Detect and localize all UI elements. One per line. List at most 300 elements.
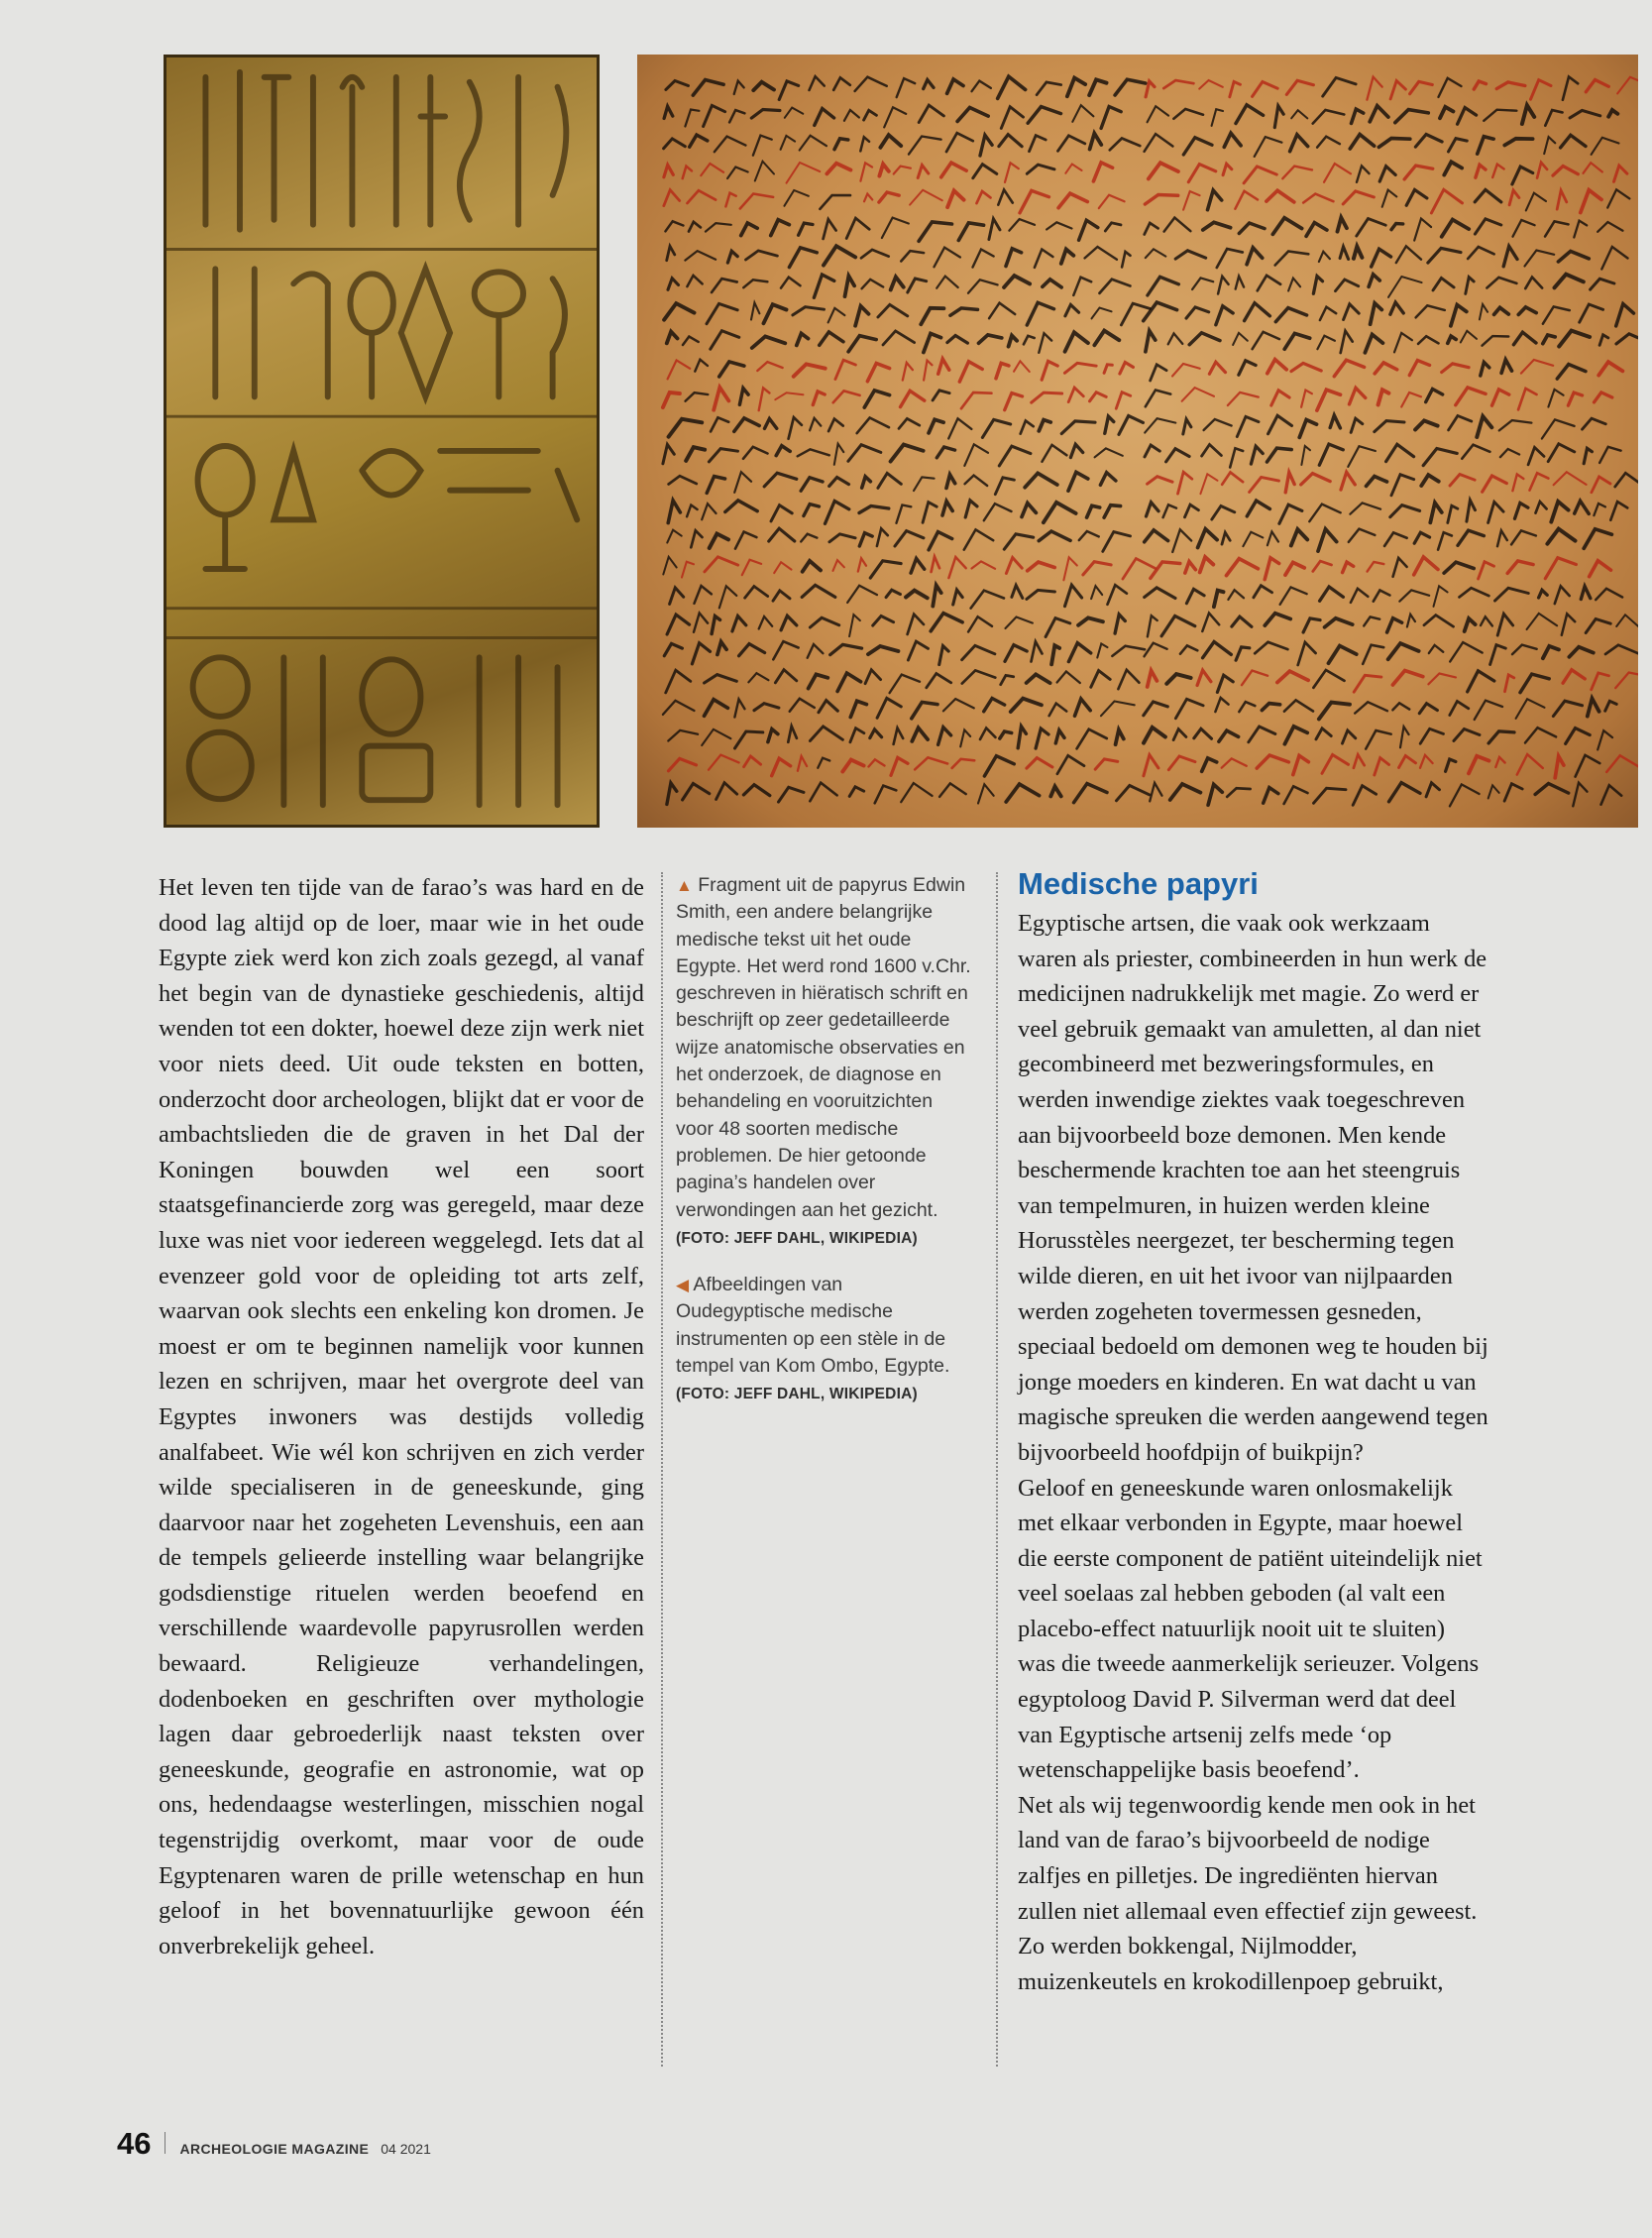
hieratic-stroke bbox=[801, 478, 823, 492]
hieratic-stroke bbox=[1001, 107, 1023, 129]
hieratic-stroke bbox=[919, 105, 943, 122]
hieratic-stroke bbox=[1194, 728, 1212, 738]
hieratic-stroke bbox=[891, 757, 908, 775]
hieratic-stroke bbox=[1553, 167, 1578, 176]
hieratic-stroke bbox=[1245, 303, 1270, 321]
hieratic-stroke bbox=[1570, 110, 1600, 118]
hieratic-stroke bbox=[1505, 675, 1514, 692]
hieratic-stroke bbox=[833, 77, 850, 89]
hieratic-stroke bbox=[894, 167, 911, 174]
hieratic-stroke bbox=[901, 391, 925, 406]
hieratic-stroke bbox=[1180, 645, 1197, 653]
hieratic-stroke bbox=[1163, 80, 1193, 88]
hieratic-stroke bbox=[924, 361, 932, 381]
hieratic-stroke bbox=[1275, 308, 1306, 322]
hieratic-stroke bbox=[1079, 531, 1099, 540]
hieratic-stroke bbox=[1317, 390, 1341, 410]
hieratic-stroke bbox=[1208, 190, 1222, 210]
hieratic-stroke bbox=[1616, 334, 1638, 344]
hieratic-stroke bbox=[829, 478, 849, 487]
hieratic-stroke bbox=[1301, 474, 1331, 485]
hieratic-stroke bbox=[695, 360, 708, 372]
column-divider bbox=[996, 872, 998, 2067]
hieratic-stroke bbox=[1314, 788, 1347, 803]
hieratic-stroke bbox=[663, 701, 695, 715]
hieratic-stroke bbox=[1375, 363, 1397, 374]
page-footer bbox=[117, 2126, 431, 2162]
hieratic-stroke bbox=[1024, 336, 1035, 345]
hieratic-stroke bbox=[1389, 783, 1421, 802]
hieratic-stroke bbox=[692, 643, 710, 664]
hieratic-stroke bbox=[667, 783, 677, 804]
hieratic-stroke bbox=[1291, 110, 1307, 118]
hieratic-stroke bbox=[690, 135, 708, 147]
hieratic-stroke bbox=[894, 727, 904, 744]
hieratic-stroke bbox=[1475, 701, 1502, 720]
hieratic-stroke bbox=[1313, 277, 1322, 294]
hieratic-stroke bbox=[734, 81, 744, 94]
hieratic-stroke bbox=[1610, 502, 1627, 520]
hieratic-stroke bbox=[808, 644, 824, 658]
hieratic-stroke bbox=[1525, 278, 1542, 289]
hieratic-stroke bbox=[773, 641, 798, 659]
hieratic-stroke bbox=[1175, 699, 1203, 718]
hieratic-stroke bbox=[1244, 167, 1276, 183]
hieratic-stroke bbox=[709, 449, 737, 462]
hieratic-stroke bbox=[1371, 303, 1382, 324]
hieratic-stroke bbox=[918, 166, 929, 178]
hieratic-stroke bbox=[1091, 671, 1110, 688]
hieratic-stroke bbox=[1004, 534, 1033, 549]
hieratic-stroke bbox=[1202, 614, 1219, 632]
hieratic-stroke bbox=[972, 561, 996, 568]
hieratic-stroke bbox=[995, 478, 1014, 495]
stele-caption-text: Afbeeldingen van Oudegyptische medische instrumenten op een stèle in de tempel van Kom Ombo, Egypte. bbox=[676, 1274, 950, 1378]
hieratic-stroke bbox=[1615, 473, 1638, 487]
hieratic-stroke bbox=[1095, 448, 1123, 457]
hieratic-stroke bbox=[1320, 307, 1336, 320]
hieratic-stroke bbox=[897, 78, 916, 97]
hieratic-stroke bbox=[1369, 275, 1379, 287]
hieratic-stroke bbox=[1236, 277, 1244, 289]
hieratic-stroke bbox=[948, 418, 971, 438]
hieratic-stroke bbox=[1224, 133, 1241, 147]
magazine-name: ARCHEOLOGIE MAGAZINE bbox=[179, 2141, 370, 2157]
hieratic-stroke bbox=[1350, 135, 1374, 149]
hieratic-stroke bbox=[664, 643, 682, 655]
hieratic-stroke bbox=[1200, 557, 1214, 572]
hieratic-stroke bbox=[1568, 392, 1582, 405]
hieratic-stroke bbox=[1202, 758, 1217, 771]
hieratic-stroke bbox=[864, 194, 872, 202]
hieratic-stroke bbox=[1368, 562, 1384, 572]
hieratic-stroke bbox=[1249, 727, 1275, 742]
hieratic-stroke bbox=[1020, 190, 1049, 212]
hieratic-stroke bbox=[837, 673, 861, 691]
stele-photo bbox=[164, 55, 600, 828]
hieratic-stroke bbox=[1258, 276, 1280, 290]
hieratic-stroke bbox=[1272, 218, 1301, 235]
hieratic-stroke bbox=[864, 391, 889, 407]
hieratic-stroke bbox=[694, 614, 708, 632]
hieratic-stroke bbox=[1509, 190, 1519, 205]
hieratic-stroke bbox=[1364, 616, 1379, 625]
hieratic-stroke bbox=[861, 250, 889, 258]
hieratic-stroke bbox=[1420, 755, 1433, 768]
hieratic-stroke bbox=[663, 557, 676, 575]
hieratic-stroke bbox=[1449, 139, 1468, 152]
hieratic-stroke bbox=[1531, 80, 1552, 100]
hieratic-stroke bbox=[1204, 419, 1232, 430]
hieratic-stroke bbox=[1099, 195, 1125, 208]
hieratic-stroke bbox=[1145, 445, 1159, 457]
hieratic-stroke bbox=[1448, 505, 1458, 522]
hieratic-stroke bbox=[1257, 755, 1288, 768]
hieratic-stroke bbox=[834, 139, 848, 150]
hieratic-stroke bbox=[941, 163, 967, 177]
hieratic-stroke bbox=[1121, 303, 1150, 325]
hieratic-stroke bbox=[1120, 363, 1134, 375]
hieratic-stroke bbox=[1237, 416, 1259, 436]
hieratic-stroke bbox=[1581, 190, 1601, 213]
hieratic-stroke bbox=[1247, 501, 1269, 516]
hieratic-stroke bbox=[1239, 361, 1256, 375]
hieratic-stroke bbox=[850, 728, 864, 742]
hieratic-stroke bbox=[1330, 415, 1340, 428]
hieratic-stroke bbox=[714, 388, 728, 410]
hieratic-stroke bbox=[1513, 332, 1536, 345]
hieratic-stroke bbox=[968, 616, 992, 631]
hieratic-stroke bbox=[1354, 247, 1363, 259]
hieratic-stroke bbox=[1606, 755, 1638, 772]
hieratic-stroke bbox=[929, 419, 943, 433]
hieratic-stroke bbox=[1046, 618, 1070, 637]
hieratic-stroke bbox=[814, 275, 833, 297]
hieratic-stroke bbox=[1490, 645, 1506, 665]
hieratic-stroke bbox=[1166, 674, 1190, 684]
hieratic-stroke bbox=[751, 302, 759, 319]
hieratic-stroke bbox=[1350, 388, 1366, 404]
hieratic-stroke bbox=[1481, 616, 1492, 625]
hieratic-stroke bbox=[771, 220, 790, 236]
hieratic-stroke bbox=[765, 419, 777, 429]
hieratic-stroke bbox=[964, 444, 988, 466]
hieratic-stroke bbox=[1164, 218, 1191, 232]
main-article-column bbox=[159, 870, 644, 1963]
hieratic-stroke bbox=[1399, 756, 1416, 768]
hieratic-stroke bbox=[834, 444, 844, 465]
hieratic-stroke bbox=[1227, 788, 1250, 797]
hieratic-stroke bbox=[1037, 82, 1061, 95]
hieratic-stroke bbox=[727, 168, 748, 179]
hieratic-stroke bbox=[862, 477, 871, 488]
hieratic-stroke bbox=[1409, 361, 1429, 376]
hieratic-stroke bbox=[1203, 642, 1232, 658]
hieratic-stroke bbox=[921, 308, 943, 324]
hieratic-stroke bbox=[1525, 727, 1556, 742]
hieratic-stroke bbox=[1091, 586, 1102, 599]
hieratic-stroke bbox=[1145, 588, 1175, 599]
hieratic-stroke bbox=[1590, 561, 1611, 577]
hieratic-stroke bbox=[1282, 167, 1312, 179]
hieratic-stroke bbox=[998, 76, 1026, 98]
hieratic-stroke bbox=[1414, 557, 1438, 575]
hieratic-stroke bbox=[1286, 80, 1313, 94]
hieratic-stroke bbox=[1539, 590, 1548, 598]
hieratic-stroke bbox=[1392, 703, 1409, 710]
hieratic-stroke bbox=[1317, 336, 1335, 350]
hieratic-stroke bbox=[906, 591, 928, 599]
hieratic-stroke bbox=[743, 785, 769, 796]
stele-caption-credit: (FOTO: JEFF DAHL, WIKIPEDIA) bbox=[676, 1386, 918, 1403]
hieratic-stroke bbox=[1148, 106, 1169, 122]
hieratic-stroke bbox=[1393, 558, 1407, 577]
hieratic-stroke bbox=[691, 530, 702, 547]
hieratic-stroke bbox=[711, 417, 728, 431]
hieratic-stroke bbox=[1419, 704, 1437, 714]
hieratic-stroke bbox=[1384, 532, 1407, 546]
hieratic-stroke bbox=[1563, 670, 1585, 683]
hieratic-stroke bbox=[960, 729, 970, 746]
hieratic-stroke bbox=[989, 219, 1000, 240]
hieratic-stroke bbox=[1382, 190, 1397, 207]
hieratic-stroke bbox=[828, 419, 843, 432]
hieratic-stroke bbox=[1149, 163, 1178, 178]
hieratic-stroke bbox=[735, 731, 763, 748]
hieratic-stroke bbox=[833, 391, 860, 402]
hieratic-stroke bbox=[1313, 561, 1332, 571]
hieratic-stroke bbox=[775, 392, 803, 399]
hieratic-stroke bbox=[1032, 641, 1043, 661]
hieratic-stroke bbox=[1005, 163, 1019, 182]
hieratic-stroke bbox=[909, 137, 941, 155]
hieratic-stroke bbox=[1504, 139, 1532, 146]
hieratic-stroke bbox=[1355, 702, 1387, 713]
right-paragraph: Net als wij tegenwoordig kende men ook in het land van de farao’s bijvoorbeeld de nodige zalfjes en pilletjes. De ingrediënten hiervan zullen niet allemaal even effectief zijn geweest. Zo werden bokkengal, Nijlmodder, muizenkeutels en krokodillenpoep gebruikt, bbox=[1018, 1791, 1478, 1995]
hieratic-stroke bbox=[1209, 362, 1225, 374]
hieratic-stroke bbox=[1542, 419, 1575, 438]
hieratic-stroke bbox=[1055, 730, 1064, 743]
hieratic-stroke bbox=[849, 615, 860, 636]
hieratic-stroke bbox=[1028, 107, 1060, 124]
hieratic-stroke bbox=[1168, 756, 1195, 770]
hieratic-stroke bbox=[1545, 110, 1562, 126]
hieratic-stroke bbox=[754, 704, 779, 711]
hieratic-stroke bbox=[1175, 251, 1206, 259]
hieratic-stroke bbox=[845, 276, 855, 296]
hieratic-stroke bbox=[685, 110, 699, 127]
hieratic-stroke bbox=[667, 246, 675, 260]
hieratic-stroke bbox=[1291, 529, 1307, 545]
hieratic-stroke bbox=[895, 531, 924, 546]
hieratic-stroke bbox=[745, 587, 768, 599]
hieratic-stroke bbox=[1285, 473, 1294, 493]
hieratic-stroke bbox=[1391, 475, 1414, 496]
hieratic-stroke bbox=[1418, 336, 1439, 344]
hieratic-stroke bbox=[663, 392, 680, 407]
hieratic-stroke bbox=[1325, 618, 1353, 627]
hieratic-stroke bbox=[785, 108, 804, 118]
hieratic-stroke bbox=[1288, 279, 1300, 291]
hieratic-stroke bbox=[1416, 305, 1445, 317]
hieratic-stroke bbox=[962, 670, 996, 683]
hieratic-stroke bbox=[1319, 444, 1343, 465]
hieratic-stroke bbox=[1400, 727, 1409, 747]
hieratic-stroke bbox=[1576, 755, 1600, 777]
hieratic-stroke bbox=[915, 757, 947, 769]
hieratic-stroke bbox=[1525, 251, 1555, 267]
hieratic-stroke bbox=[923, 503, 936, 523]
hieratic-stroke bbox=[710, 534, 728, 549]
hieratic-stroke bbox=[1615, 673, 1638, 689]
hieratic-stroke bbox=[810, 617, 838, 627]
hieratic-stroke bbox=[1116, 392, 1130, 409]
hieratic-stroke bbox=[1009, 219, 1035, 231]
hieratic-stroke bbox=[1104, 505, 1121, 518]
hieratic-stroke bbox=[753, 136, 772, 156]
hieratic-stroke bbox=[982, 419, 1010, 437]
hieratic-stroke bbox=[775, 670, 796, 683]
hieratic-stroke bbox=[979, 335, 1002, 343]
hieratic-stroke bbox=[1105, 223, 1121, 231]
hieratic-stroke bbox=[952, 759, 975, 768]
hieratic-stroke bbox=[984, 504, 1012, 520]
hieratic-stroke bbox=[1351, 589, 1369, 603]
hieratic-stroke bbox=[1395, 110, 1429, 123]
hieratic-stroke bbox=[1228, 590, 1244, 600]
hieratic-stroke bbox=[1515, 504, 1528, 519]
hieratic-stroke bbox=[877, 528, 888, 546]
hieratic-stroke bbox=[1039, 531, 1070, 541]
hieratic-stroke bbox=[1616, 304, 1634, 326]
hieratic-stroke bbox=[1173, 109, 1203, 119]
left-triangle-icon: ◀ bbox=[676, 1276, 690, 1295]
hieratic-stroke bbox=[1390, 302, 1403, 314]
hieratic-stroke bbox=[1212, 506, 1235, 520]
hieratic-stroke bbox=[1144, 302, 1177, 321]
hieratic-stroke bbox=[715, 137, 746, 153]
hieratic-stroke bbox=[1253, 82, 1278, 97]
hieratic-stroke bbox=[1343, 730, 1356, 743]
hieratic-stroke bbox=[1198, 529, 1218, 548]
hieratic-stroke bbox=[835, 360, 856, 379]
hieratic-stroke bbox=[1547, 529, 1575, 544]
hieratic-stroke bbox=[1399, 590, 1429, 601]
hieratic-stroke bbox=[1492, 165, 1504, 177]
hieratic-stroke bbox=[1597, 222, 1622, 232]
hieratic-stroke bbox=[1616, 615, 1638, 626]
hieratic-stroke bbox=[1563, 76, 1578, 99]
hieratic-stroke bbox=[667, 615, 690, 634]
hieratic-stroke bbox=[739, 644, 765, 656]
hieratic-stroke bbox=[1415, 420, 1438, 429]
hieratic-stroke bbox=[883, 331, 915, 345]
hieratic-stroke bbox=[1553, 701, 1582, 716]
hieratic-stroke bbox=[809, 674, 828, 688]
hieratic-stroke bbox=[882, 218, 909, 238]
hieratic-stroke bbox=[707, 303, 737, 323]
hieratic-stroke bbox=[891, 277, 904, 289]
hieratic-stroke bbox=[919, 222, 951, 241]
hieratic-stroke bbox=[1551, 502, 1568, 522]
hieratic-stroke bbox=[1108, 585, 1127, 605]
hieratic-stroke bbox=[669, 419, 703, 437]
stele-caption bbox=[676, 1272, 973, 1407]
hieratic-stroke bbox=[1569, 647, 1593, 657]
hieratic-stroke bbox=[1267, 531, 1278, 545]
hieratic-stroke bbox=[685, 251, 716, 261]
hieratic-stroke bbox=[1146, 249, 1166, 258]
hieratic-stroke bbox=[1122, 252, 1130, 268]
hieratic-stroke bbox=[1512, 475, 1523, 492]
hieratic-stroke bbox=[1367, 477, 1387, 487]
hieratic-stroke bbox=[932, 557, 939, 572]
hieratic-stroke bbox=[705, 700, 728, 717]
hieratic-stroke bbox=[1077, 729, 1107, 749]
hieratic-stroke bbox=[1599, 335, 1608, 346]
hieratic-stroke bbox=[1267, 360, 1286, 374]
hieratic-stroke bbox=[826, 502, 849, 524]
hieratic-stroke bbox=[971, 591, 1004, 609]
hieratic-stroke bbox=[1145, 530, 1168, 542]
hieratic-stroke bbox=[686, 447, 705, 461]
hieratic-stroke bbox=[1063, 557, 1076, 580]
hieratic-stroke bbox=[1145, 643, 1167, 657]
hieratic-stroke bbox=[1309, 504, 1340, 522]
hieratic-stroke bbox=[1394, 333, 1412, 352]
hieratic-stroke bbox=[1511, 530, 1536, 544]
hieratic-stroke bbox=[1468, 671, 1494, 692]
hieratic-stroke bbox=[860, 163, 872, 180]
hieratic-stroke bbox=[973, 165, 997, 178]
hieratic-stroke bbox=[1222, 473, 1243, 485]
hieratic-stroke bbox=[1554, 472, 1587, 485]
issue-number: 04 2021 bbox=[381, 2141, 431, 2157]
hieratic-stroke bbox=[824, 219, 836, 239]
hieratic-stroke bbox=[1465, 618, 1476, 631]
hieratic-stroke bbox=[1027, 590, 1055, 599]
hieratic-stroke bbox=[1573, 783, 1587, 807]
hieratic-stroke bbox=[1492, 390, 1509, 405]
hieratic-stroke bbox=[1343, 562, 1354, 573]
hieratic-stroke bbox=[717, 642, 726, 655]
hieratic-stroke bbox=[859, 506, 889, 513]
hieratic-stroke bbox=[868, 646, 898, 654]
hieratic-stroke bbox=[1559, 331, 1590, 347]
hieratic-stroke bbox=[1203, 222, 1231, 230]
hieratic-stroke bbox=[704, 105, 725, 126]
hieratic-stroke bbox=[862, 280, 884, 288]
hieratic-stroke bbox=[848, 445, 881, 462]
hieratic-stroke bbox=[1522, 105, 1534, 124]
hieratic-stroke bbox=[810, 418, 821, 430]
hieratic-stroke bbox=[1232, 616, 1252, 626]
hieratic-stroke bbox=[880, 135, 901, 148]
hieratic-stroke bbox=[1285, 562, 1304, 575]
hieratic-stroke bbox=[1341, 331, 1353, 353]
hieratic-stroke bbox=[757, 362, 782, 371]
hieratic-stroke bbox=[1233, 333, 1248, 345]
hieratic-stroke bbox=[850, 701, 866, 717]
hieratic-stroke bbox=[958, 223, 983, 241]
hieratic-stroke bbox=[1105, 416, 1114, 433]
hieratic-stroke bbox=[1267, 190, 1294, 202]
hieratic-stroke bbox=[1267, 448, 1292, 462]
hieratic-stroke bbox=[1264, 788, 1278, 804]
hieratic-stroke bbox=[1012, 586, 1023, 599]
hieratic-stroke bbox=[1426, 390, 1443, 402]
hieratic-stroke bbox=[725, 501, 757, 512]
